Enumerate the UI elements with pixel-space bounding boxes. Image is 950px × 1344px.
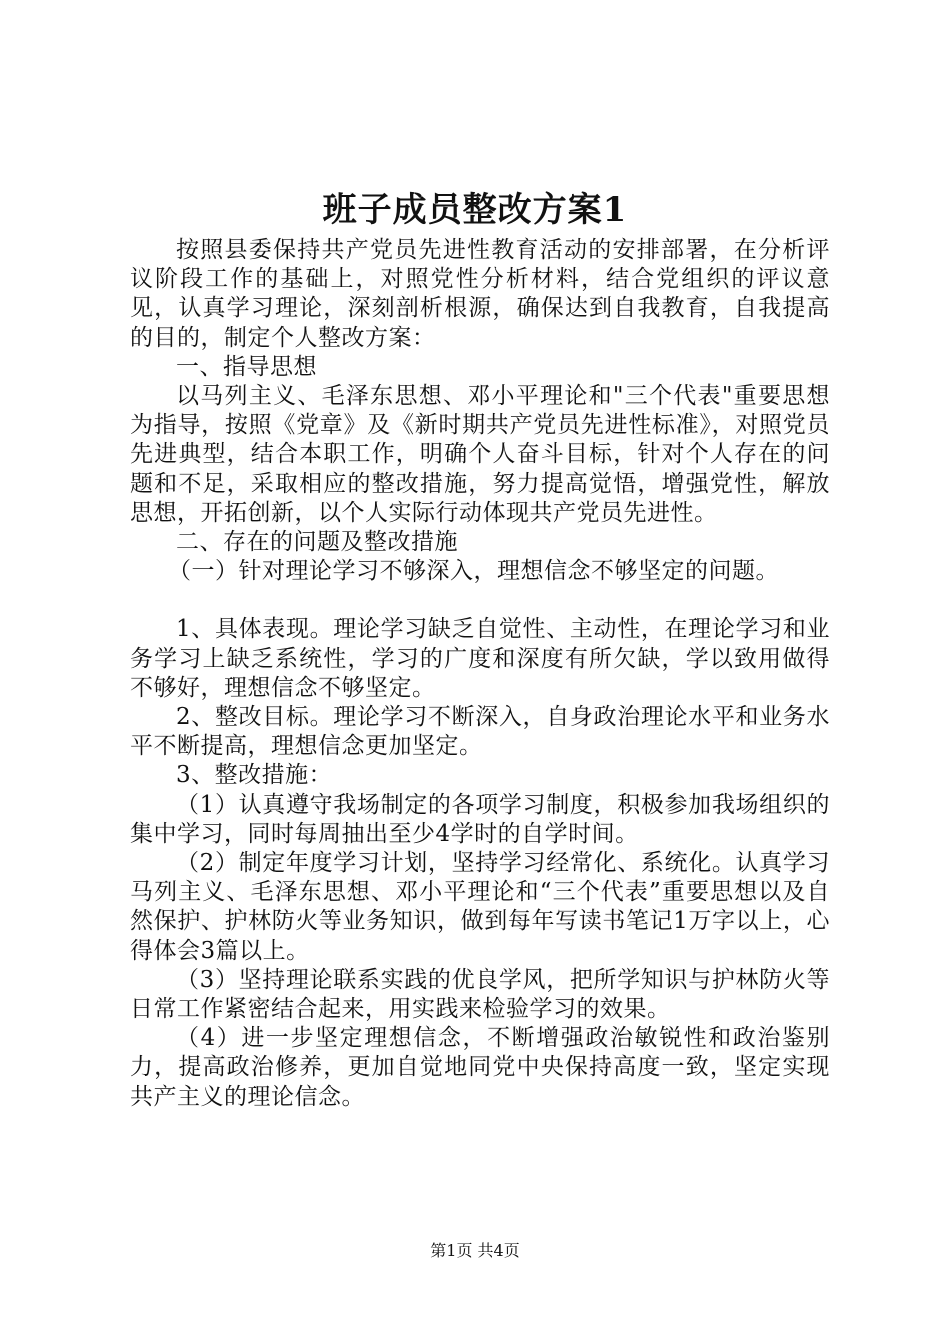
document-body — [130, 236, 830, 1112]
item-specific-performance: 1、具体表现。理论学习缺乏自觉性、主动性，在理论学习和业务学习上缺乏系统性，学习的广度和深度有所欠缺，学以致用做得不够好，理想信念不够坚定。 — [130, 616, 830, 701]
measure-1: （1）认真遵守我场制定的各项学习制度，积极参加我场组织的集中学习，同时每周抽出至少4学时的自学时间。 — [130, 791, 830, 847]
guiding-thought-paragraph: 以马列主义、毛泽东思想、邓小平理论和"三个代表"重要思想为指导，按照《党章》及《新时期共产党员先进性标准》，对照党员先进典型，结合本职工作，明确个人奋斗目标，针对个人存在的问题和不足，采取相应的整改措施，努力提高觉悟，增强党性，解放思想，开拓创新，以个人实际行动体现共产党员先进性。 — [130, 383, 830, 526]
item-rectification-goal: 2、整改目标。理论学习不断深入，自身政治理论水平和业务水平不断提高，理想信念更加坚定。 — [130, 704, 830, 760]
measure-4: （4）进一步坚定理想信念，不断增强政治敏锐性和政治鉴别力，提高政治修养，更加自觉地同党中央保持高度一致，坚定实现共产主义的理论信念。 — [130, 1025, 830, 1110]
section-heading-problems-measures: 二、存在的问题及整改措施 — [176, 529, 458, 556]
section-heading-guiding-thought: 一、指导思想 — [176, 353, 317, 380]
page-footer: 第1页 共4页 — [430, 1241, 520, 1260]
intro-paragraph: 按照县委保持共产党员先进性教育活动的安排部署，在分析评议阶段工作的基础上，对照党性分析材料，结合党组织的评议意见，认真学习理论，深刻剖析根源，确保达到自我教育，自我提高的目的，制定个人整改方案： — [130, 237, 830, 351]
item-rectification-measures: 3、整改措施： — [176, 762, 333, 789]
measure-2: （2）制定年度学习计划，坚持学习经常化、系统化。认真学习马列主义、毛泽东思想、邓小平理论和“三个代表”重要思想以及自然保护、护林防火等业务知识，做到每年写读书笔记1万字以上，心得体会3篇以上。 — [130, 850, 830, 964]
subsection-heading-theory-study: （一）针对理论学习不够深入，理想信念不够坚定的问题。 — [167, 558, 779, 585]
measure-3: （3）坚持理论联系实践的优良学风，把所学知识与护林防火等日常工作紧密结合起来，用实践来检验学习的效果。 — [130, 966, 830, 1023]
document-title: 班子成员整改方案1 — [322, 190, 628, 230]
